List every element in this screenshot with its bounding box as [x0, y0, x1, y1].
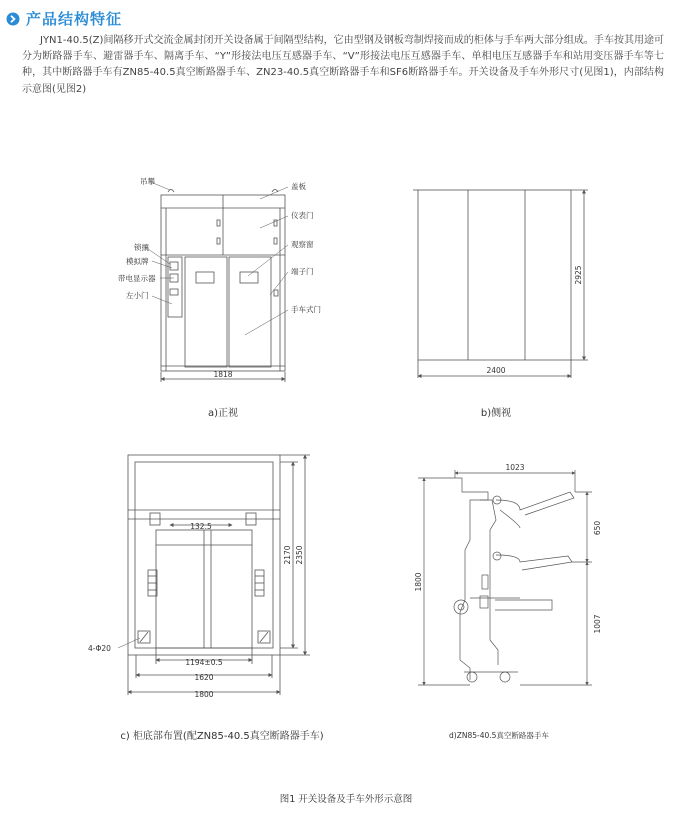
section-title: 产品结构特征	[26, 10, 123, 28]
label-cover-plate: 盖板	[291, 182, 306, 191]
label-observation-window: 观察窗	[291, 240, 314, 249]
dim-hole: 4-Φ20	[88, 644, 111, 653]
front-view-drawing	[148, 183, 288, 382]
dim-1007: 1007	[593, 614, 602, 634]
caption-base-layout: c) 柜底部布置(配ZN85-40.5真空断路器手车)	[120, 731, 324, 742]
label-instrument-door: 仪表门	[291, 211, 314, 220]
side-view-drawing	[413, 190, 588, 378]
intro-paragraph: JYN1-40.5(Z)间隔移开式交流金属封闭开关设备属于间隔型结构，它由型钢及钢板弯制焊接而成的柜体与手车两大部分组成。手车按其用途可分为断路器手车、避雷器手车、隔离手车、“Y”形接法电压互感器手车、“V”形接法电压互感器手车、单相电压互感器手车和站用变压器手车等七种，其中断路器手车有ZN85-40.5真空断路器手车、ZN23-40.5真空断路器手车和SF6断路器手车。开关设备及手车外形尺寸(见图1)，内部结构示意图(见图2)	[22, 35, 664, 95]
dim-side-height: 2925	[574, 265, 583, 285]
label-lock: 锁攘	[134, 243, 149, 252]
label-live-display: 带电显示器	[118, 274, 156, 283]
dim-132-5: 132.5	[190, 522, 212, 531]
caption-front-view: a)正视	[207, 408, 239, 419]
dim-1620: 1620	[194, 673, 214, 682]
caption-side-view: b)侧视	[480, 408, 512, 419]
label-trolley-door: 手车式门	[291, 305, 321, 314]
caption-trolley: d)ZN85-40.5真空断路器手车	[449, 731, 549, 740]
dim-1023: 1023	[505, 463, 525, 472]
dim-1800-base: 1800	[194, 690, 214, 699]
dim-2170: 2170	[283, 545, 292, 565]
label-nameplate: 模拟牌	[126, 257, 149, 266]
dim-1800-trolley: 1800	[414, 572, 423, 592]
dim-side-width: 2400	[486, 366, 506, 375]
label-left-small-door: 左小门	[126, 291, 149, 300]
figure-caption: 图1 开关设备及手车外形示意图	[279, 794, 413, 805]
dim-650: 650	[593, 520, 602, 536]
label-hoist-ring: 吊攀	[140, 177, 155, 186]
dim-front-width: 1818	[213, 370, 233, 379]
dim-2350: 2350	[295, 545, 304, 565]
label-terminal-door: 端子门	[291, 267, 314, 276]
dim-1194: 1194±0.5	[185, 658, 223, 667]
front-view-labels	[118, 176, 321, 379]
trolley-drawing	[418, 470, 592, 685]
